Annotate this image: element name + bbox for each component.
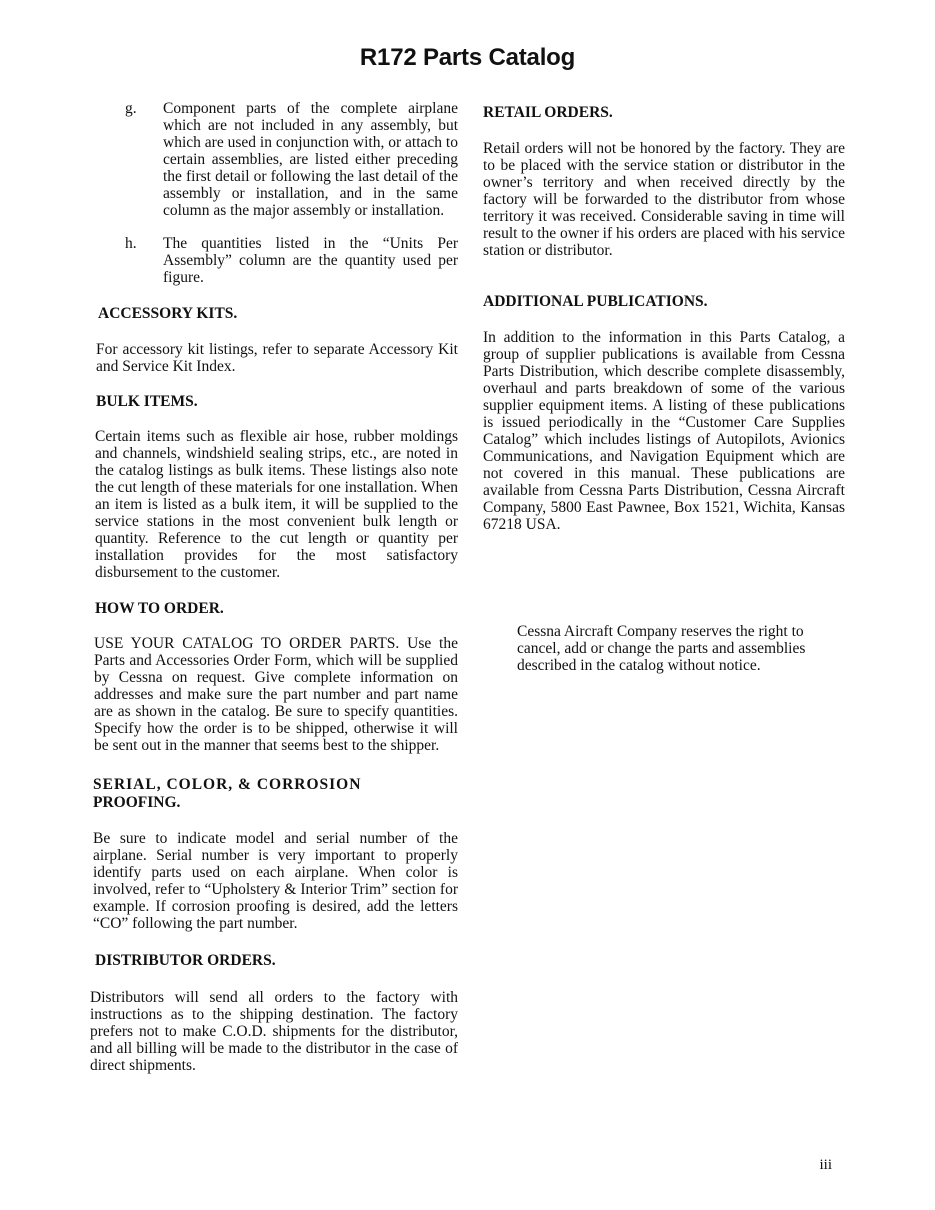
section-body-accessory-kits: For accessory kit listings, refer to separate Accessory Kit and Service Kit Index. (96, 341, 458, 375)
section-heading-additional-publications: ADDITIONAL PUBLICATIONS. (483, 293, 708, 310)
section-heading-bulk-items: BULK ITEMS. (96, 393, 198, 410)
section-heading-distributor-orders: DISTRIBUTOR ORDERS. (95, 952, 276, 969)
section-body-retail-orders: Retail orders will not be honored by the factory. They are to be placed with the service station or distributor in the owner’s territory and when received directly by the factory will be forwarded to the distributor from whose territory it was received. Considerable saving in time will result to the owner if his orders are placed with his service station or distributor. (483, 140, 845, 259)
section-body-bulk-items: Certain items such as flexible air hose, rubber moldings and channels, windshield sealing strips, etc., are noted in the catalog listings as bulk items. These listings also note the cut length of these materials for one installation. When an item is listed as a bulk item, it will be supplied to the service stations in the most convenient bulk length or quantity. Reference to the cut length or quantity per installation provides for the most satisfactory disbursement to the customer. (95, 428, 458, 581)
list-item-h (93, 235, 458, 286)
page-number: iii (819, 1157, 832, 1173)
section-heading-accessory-kits: ACCESSORY KITS. (98, 305, 238, 322)
section-body-how-to-order: USE YOUR CATALOG TO ORDER PARTS. Use the Parts and Accessories Order Form, which will be supplied by Cessna on request. Give complete information on addresses and make sure the part number and part name are as shown in the catalog. Be sure to specify quantities. Specify how the order is to be shipped, otherwise it will be sent out in the manner that seems best to the shipper. (94, 635, 458, 754)
section-heading-how-to-order: HOW TO ORDER. (95, 600, 224, 617)
list-marker: g. (125, 100, 137, 117)
heading-line: PROOFING. (93, 794, 181, 811)
section-body-distributor-orders: Distributors will send all orders to the factory with instructions as to the shipping destination. The factory prefers not to make C.O.D. shipments for the distributor, and all billing will be made to the distributor in the case of direct shipments. (90, 989, 458, 1074)
right-column (483, 100, 845, 533)
section-heading-retail-orders: RETAIL ORDERS. (483, 104, 613, 121)
list-marker: h. (125, 235, 137, 252)
disclaimer-notice: Cessna Aircraft Company reserves the right to cancel, add or change the parts and assemblies described in the catalog without notice. (517, 623, 806, 674)
section-body-additional-publications: In addition to the information in this Parts Catalog, a group of supplier publications is available from Cessna Parts Distribution, which describe complete disassembly, overhaul and parts breakdown of some of the various supplier equipment items. A listing of these publications is issued periodically in the “Customer Care Supplies Catalog” which includes listings of Autopilots, Avionics Communications, and Navigation Equipment which are not covered in this manual. These publications are available from Cessna Parts Distribution, Cessna Aircraft Company, 5800 East Pawnee, Box 1521, Wichita, Kansas 67218 USA. (483, 329, 845, 533)
list-item-text: Component parts of the complete airplane which are not included in any assembly, but which are used in conjunction with, or attach to certain assemblies, are listed either preceding the first detail or following the last detail of the assembly or installation, and in the same column as the major assembly or installation. (163, 100, 458, 219)
section-body-serial-color: Be sure to indicate model and serial number of the airplane. Serial number is very important to properly identify parts used on each airplane. When color is involved, refer to “Upholstery & Interior Trim” section for example. If corrosion proofing is desired, add the letters “CO” following the part number. (93, 830, 458, 932)
left-column (90, 100, 458, 1074)
page-title: R172 Parts Catalog (359, 44, 576, 71)
heading-line: SERIAL, COLOR, & CORROSION (93, 776, 362, 793)
section-heading-serial-color (93, 776, 458, 812)
list-item-text: The quantities listed in the “Units Per Assembly” column are the quantity used per figure. (163, 235, 458, 286)
list-item-g (93, 100, 458, 219)
